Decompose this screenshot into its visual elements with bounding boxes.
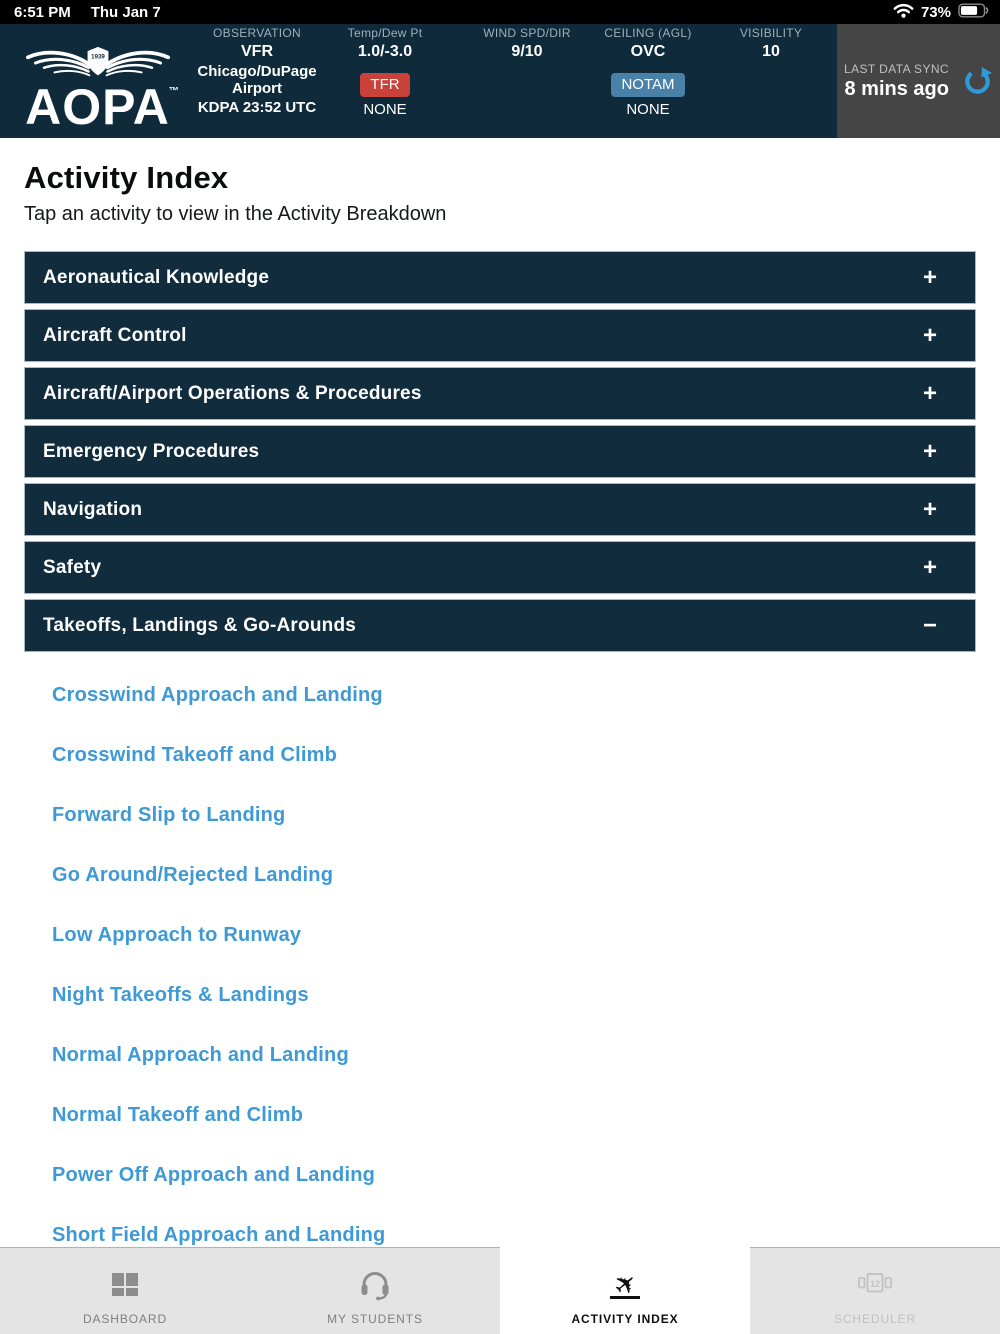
activity-link-normal-approach-and-landing[interactable]: Normal Approach and Landing — [52, 1044, 349, 1066]
airport-name: Chicago/DuPage Airport — [197, 62, 317, 98]
headset-icon — [358, 1269, 392, 1301]
activity-link-crosswind-takeoff-and-climb[interactable]: Crosswind Takeoff and Climb — [52, 744, 338, 766]
station-time: KDPA 23:52 UTC — [197, 98, 317, 116]
accordion-section-takeoffs-landings-go-arounds[interactable] — [24, 599, 976, 652]
svg-text:12: 12 — [869, 1278, 881, 1289]
activity-link-power-off-approach-and-landing[interactable]: Power Off Approach and Landing — [52, 1164, 376, 1186]
observation-column — [193, 26, 321, 117]
page-title: Activity Index — [24, 160, 229, 195]
wind-column — [462, 26, 592, 62]
calendar-icon — [855, 1269, 895, 1301]
accordion-section-label: Emergency Procedures — [43, 440, 260, 462]
accordion-section-label: Takeoffs, Landings & Go-Arounds — [43, 614, 357, 636]
accordion-section-aeronautical-knowledge[interactable] — [24, 251, 976, 304]
expand-icon[interactable]: + — [922, 263, 937, 291]
refresh-icon[interactable] — [962, 66, 993, 97]
activity-link-short-field-approach-and-landing[interactable]: Short Field Approach and Landing — [52, 1224, 386, 1246]
ceiling-column — [588, 26, 708, 119]
tab-label: MY STUDENTS — [327, 1312, 423, 1326]
tfr-status: NONE — [363, 100, 407, 118]
accordion-section-aircraft-airport-operations-procedures[interactable] — [24, 367, 976, 420]
accordion-section-emergency-procedures[interactable] — [24, 425, 976, 478]
activity-link-go-around-rejected-landing[interactable]: Go Around/Rejected Landing — [52, 864, 334, 886]
visibility-label: VISIBILITY — [739, 26, 803, 40]
activity-list — [24, 657, 976, 1269]
tab-my-students[interactable] — [250, 1247, 500, 1334]
activity-link-low-approach-to-runway[interactable]: Low Approach to Runway — [52, 924, 302, 946]
observation-label: OBSERVATION — [213, 26, 301, 40]
activity-accordion — [24, 251, 976, 1269]
activity-link-crosswind-approach-and-landing[interactable]: Crosswind Approach and Landing — [52, 684, 383, 706]
tab-label: ACTIVITY INDEX — [571, 1312, 679, 1326]
visibility-value: 10 — [762, 43, 780, 61]
battery-icon — [958, 3, 990, 22]
sync-value: 8 mins ago — [844, 77, 949, 100]
page-subtitle: Tap an activity to view in the Activity Breakdown — [24, 203, 447, 225]
tab-activity-index[interactable] — [500, 1247, 750, 1334]
wind-label: WIND SPD/DIR — [483, 26, 571, 40]
temp-label: Temp/Dew Pt — [347, 26, 423, 40]
accordion-section-label: Safety — [43, 556, 102, 578]
status-time: 6:51 PM — [14, 3, 71, 21]
tfr-badge: TFR — [360, 73, 409, 97]
notam-badge: NOTAM — [611, 73, 684, 97]
app-header — [0, 24, 1000, 138]
status-bar — [0, 0, 1000, 24]
tab-dashboard[interactable] — [0, 1247, 250, 1334]
status-date: Thu Jan 7 — [90, 3, 161, 21]
logo-wordmark: AOPA ™ — [25, 79, 180, 136]
expand-icon[interactable]: + — [922, 437, 937, 465]
visibility-column — [716, 26, 826, 62]
temp-dewpoint-column — [325, 26, 445, 119]
expand-icon[interactable]: + — [922, 321, 937, 349]
plane-landing-icon: ✈ — [607, 1265, 645, 1304]
tab-label: SCHEDULER — [833, 1312, 917, 1326]
wind-value: 9/10 — [511, 43, 543, 61]
trademark-symbol: ™ — [168, 86, 180, 98]
tab-scheduler[interactable] — [750, 1247, 1000, 1334]
tab-bar — [0, 1247, 1000, 1334]
expand-icon[interactable]: + — [922, 495, 937, 523]
dashboard-grid-icon — [109, 1269, 141, 1301]
accordion-section-label: Aircraft Control — [43, 324, 187, 346]
ceiling-value: OVC — [630, 43, 666, 61]
accordion-section-label: Aeronautical Knowledge — [43, 266, 270, 288]
wifi-icon — [893, 3, 914, 22]
temp-value: 1.0/-3.0 — [357, 43, 413, 61]
notam-status: NONE — [626, 100, 670, 118]
tab-label: DASHBOARD — [82, 1312, 168, 1326]
accordion-section-label: Aircraft/Airport Operations & Procedures — [43, 382, 422, 404]
expand-icon[interactable]: + — [922, 379, 937, 407]
aopa-logo — [0, 24, 195, 138]
flight-rules-value: VFR — [241, 43, 273, 61]
sync-label: LAST DATA SYNC — [844, 61, 949, 76]
logo-shield-year: 1939 — [90, 53, 105, 61]
expand-icon[interactable]: + — [922, 553, 937, 581]
battery-percent: 73% — [920, 3, 951, 21]
accordion-section-aircraft-control[interactable] — [24, 309, 976, 362]
ceiling-label: CEILING (AGL) — [604, 26, 692, 40]
last-data-sync-panel — [837, 24, 1000, 138]
main-content — [0, 138, 1000, 1269]
accordion-section-safety[interactable] — [24, 541, 976, 594]
activity-link-forward-slip-to-landing[interactable]: Forward Slip to Landing — [52, 804, 286, 826]
accordion-section-navigation[interactable] — [24, 483, 976, 536]
activity-link-night-takeoffs-landings[interactable]: Night Takeoffs & Landings — [52, 984, 309, 1006]
collapse-icon[interactable]: − — [922, 611, 937, 639]
accordion-section-label: Navigation — [43, 498, 143, 520]
activity-link-normal-takeoff-and-climb[interactable]: Normal Takeoff and Climb — [52, 1104, 304, 1126]
